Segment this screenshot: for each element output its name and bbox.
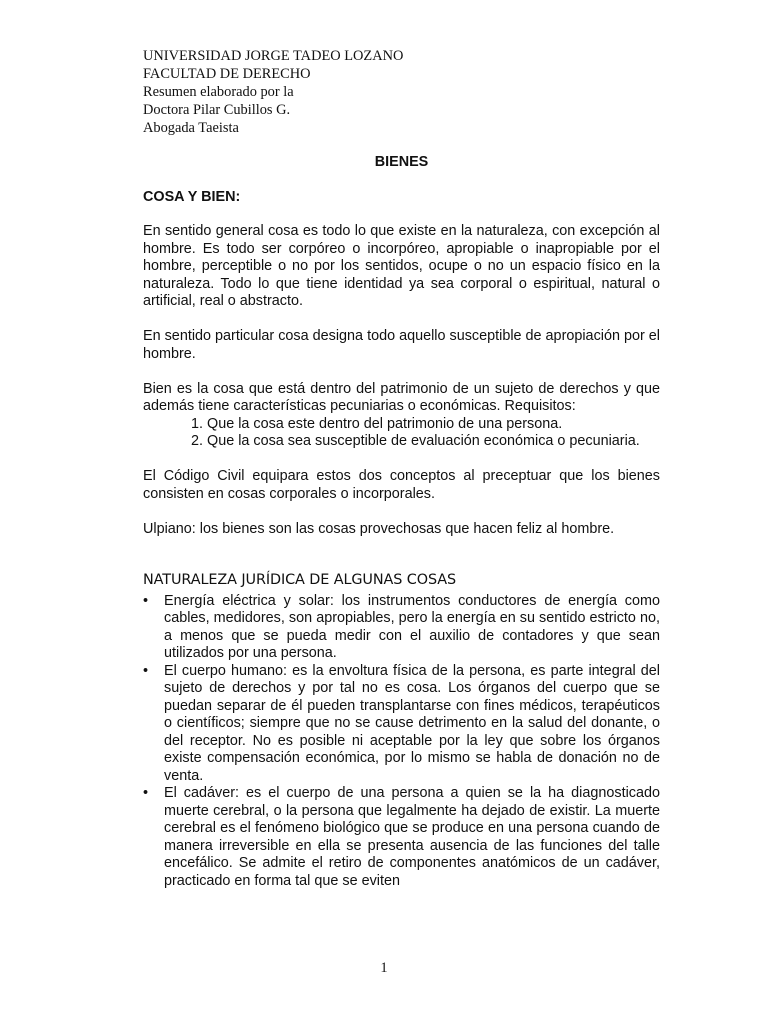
paragraph-general-definition: En sentido general cosa es todo lo que existe en la naturaleza, con excepción al hombre. Es todo ser corpóreo o incorpóreo, apropiable o inapropiable por el hombre, perceptible o no por los sentidos, ocupe o no un espacio físico en la naturaleza. Todo lo que tiene identidad ya sea corporal o espiritual, natural o artificial, real o abstracto. [143, 223, 660, 309]
bullet-dot-icon: • [143, 592, 149, 609]
bullet-text: Energía eléctrica y solar: los instrumentos conductores de energía como cables, medidores, son apropiables, pero la energía en su sentido estricto no, a menos que se pueda medir con el auxilio de contadores y que sean utilizados por una persona. [164, 592, 660, 661]
bullet-item [143, 593, 660, 663]
bullet-dot-icon: • [143, 662, 149, 679]
faculty-name: FACULTAD DE DERECHO [143, 66, 311, 82]
paragraph-particular-definition: En sentido particular cosa designa todo aquello susceptible de apropiación por el hombre. [143, 328, 660, 362]
bullet-text: El cadáver: es el cuerpo de una persona a quien se la ha diagnosticado muerte cerebral, o la persona que legalmente ha dejado de existir. La muerte cerebral es el fenómeno biológico que se produce en una persona cuando de manera irreversible en ella se presenta ausencia de las funciones del talle encefálico. Se admite el retiro de componentes anatómicos de un cadáver, practicado en forma tal que se eviten [164, 785, 660, 889]
requirements-list [143, 416, 660, 451]
section-heading: NATURALEZA JURÍDICA DE ALGUNAS COSAS [143, 572, 457, 588]
page-number: 1 [380, 960, 388, 976]
requirement-item: 2. Que la cosa sea susceptible de evaluación económica o pecuniaria. [207, 433, 660, 451]
summary-by-line: Resumen elaborado por la [143, 84, 294, 100]
page-title: BIENES [374, 154, 429, 170]
section-subtitle: COSA Y BIEN: [143, 188, 241, 205]
bullet-text: El cuerpo humano: es la envoltura física de la persona, es parte integral del sujeto de derechos y por tal no es cosa. Los órganos del cuerpo que se puedan separar de él pueden transplantarse con fines médicos, terapéuticos o científicos; siempre que no se cause detrimento en la salud del donante, o del receptor. No es posible ni aceptable por la ley que sobre los órganos existe compensación económica, por lo mismo se habla de donación no de venta. [164, 662, 660, 784]
author-name: Doctora Pilar Cubillos G. [143, 102, 291, 118]
bullet-item [143, 785, 660, 890]
requirement-item: 1. Que la cosa este dentro del patrimonio de una persona. [207, 416, 660, 434]
nature-bullet-list [143, 593, 660, 891]
author-role: Abogada Taeista [143, 120, 239, 136]
paragraph-codigo-civil: El Código Civil equipara estos dos conceptos al preceptuar que los bienes consisten en cosas corporales o incorporales. [143, 468, 660, 502]
paragraph-bien-definition: Bien es la cosa que está dentro del patrimonio de un sujeto de derechos y que además tiene características pecuniarias o económicas. Requisitos: [143, 380, 660, 414]
document-body [143, 154, 660, 890]
bullet-item [143, 663, 660, 786]
university-name: UNIVERSIDAD JORGE TADEO LOZANO [143, 48, 404, 64]
document-header [143, 47, 543, 137]
paragraph-ulpiano: Ulpiano: los bienes son las cosas provechosas que hacen feliz al hombre. [143, 520, 615, 537]
bullet-dot-icon: • [143, 785, 149, 801]
